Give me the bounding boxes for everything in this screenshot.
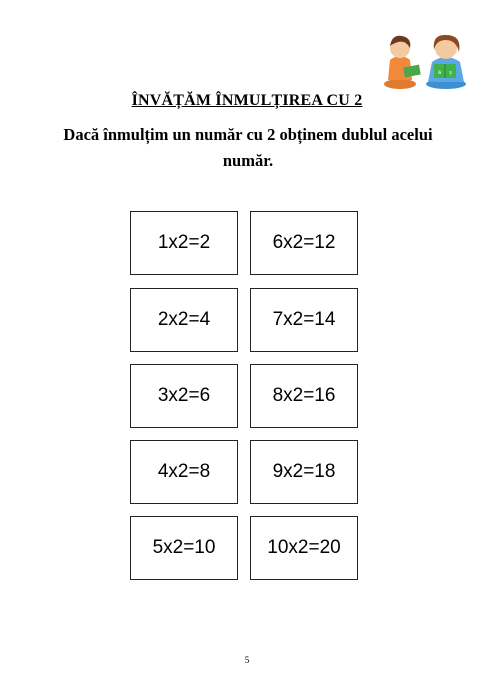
page-title: ÎNVĂȚĂM ÎNMULȚIREA CU 2 [131,92,363,109]
multiplication-card-1x2: 1x2=2 [130,211,238,275]
page-number: 5 [244,655,250,665]
multiplication-card-8x2: 8x2=16 [250,364,358,428]
children-reading-icon [380,30,472,90]
book-letter-right: ș [449,70,452,76]
multiplication-card-4x2: 4x2=8 [130,440,238,504]
multiplication-card-5x2: 5x2=10 [130,516,238,580]
page-subtitle: Dacă înmulțim un număr cu 2 obținem dublul acelui număr. [63,125,433,170]
multiplication-card-7x2: 7x2=14 [250,288,358,352]
multiplication-card-10x2: 10x2=20 [250,516,358,580]
book-letter-left: ă [437,70,442,76]
multiplication-card-2x2: 2x2=4 [130,288,238,352]
multiplication-card-3x2: 3x2=6 [130,364,238,428]
multiplication-card-9x2: 9x2=18 [250,440,358,504]
multiplication-card-6x2: 6x2=12 [250,211,358,275]
